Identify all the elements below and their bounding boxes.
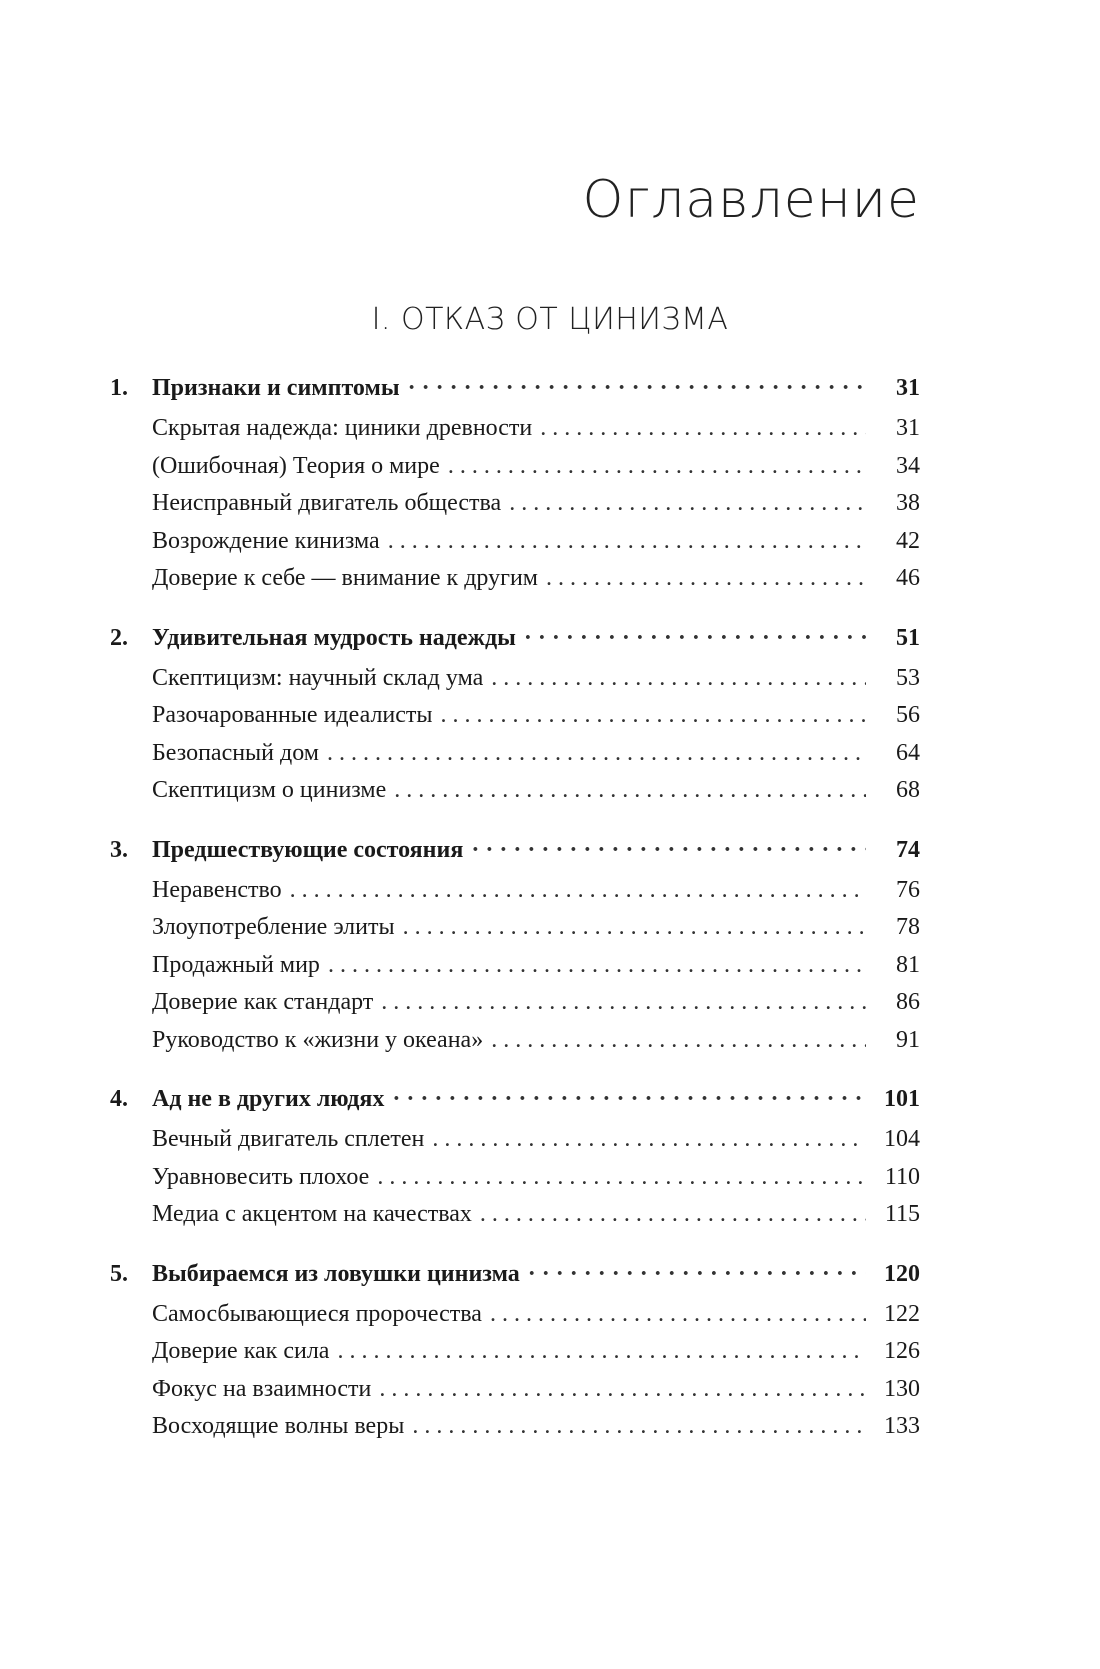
dot-leader (328, 952, 866, 979)
section-title: Восходящие волны веры (152, 1413, 405, 1439)
section-page-number: 81 (896, 951, 920, 978)
toc-chapter (110, 625, 920, 815)
dot-leader (290, 877, 866, 904)
section-page-number: 110 (884, 1163, 920, 1190)
dot-leader (379, 1376, 866, 1403)
toc-section-row[interactable] (110, 1413, 920, 1451)
section-title: Уравновесить плохое (152, 1163, 370, 1190)
section-page-number: 115 (884, 1201, 920, 1227)
dot-leader (480, 1201, 866, 1228)
chapter-number: 5. (110, 1260, 128, 1287)
dot-leader (432, 1126, 866, 1153)
dot-leader (327, 740, 866, 767)
toc-chapter (110, 375, 920, 603)
chapter-title: Признаки и симптомы (152, 375, 400, 401)
dot-leader (408, 375, 866, 402)
page-title: Оглавление (582, 170, 920, 230)
toc-section-row[interactable] (110, 877, 920, 915)
toc-section-row[interactable] (110, 740, 920, 778)
dot-leader (490, 1301, 866, 1328)
chapter-title: Предшествующие состояния (152, 836, 464, 863)
toc-section-row[interactable] (110, 490, 920, 528)
toc-section-row[interactable] (110, 1376, 920, 1414)
section-title: Доверие как сила (152, 1338, 330, 1364)
chapter-page-number: 120 (884, 1260, 920, 1287)
dot-leader (392, 1086, 866, 1113)
section-title: Скрытая надежда: циники древности (152, 415, 533, 441)
section-page-number: 46 (896, 565, 920, 591)
section-title: Разочарованные идеалисты (152, 702, 433, 728)
toc-section-row[interactable] (110, 528, 920, 566)
toc-chapter (110, 1261, 920, 1451)
section-page-number: 56 (896, 702, 920, 728)
toc-section-row[interactable] (110, 1301, 920, 1339)
section-page-number: 133 (884, 1413, 920, 1439)
toc-section-row[interactable] (110, 952, 920, 990)
dot-leader (524, 625, 866, 652)
toc-chapter-row[interactable] (110, 1086, 920, 1126)
section-title: Скептицизм: научный склад ума (152, 664, 484, 691)
dot-leader (540, 415, 866, 442)
toc-section-row[interactable] (110, 1201, 920, 1239)
dot-leader (441, 702, 866, 729)
toc-chapter-row[interactable] (110, 837, 920, 877)
toc-section-row[interactable] (110, 702, 920, 740)
section-page-number: 34 (896, 452, 920, 479)
toc-chapter-row[interactable] (110, 375, 920, 415)
dot-leader (546, 565, 866, 592)
section-page-number: 86 (896, 989, 920, 1015)
section-page-number: 68 (896, 777, 920, 803)
section-title: (Ошибочная) Теория о мире (152, 452, 440, 479)
chapter-page-number: 74 (896, 836, 920, 863)
section-page-number: 64 (896, 739, 920, 766)
dot-leader (381, 989, 866, 1016)
dot-leader (412, 1413, 866, 1440)
section-title: Фокус на взаимности (152, 1375, 372, 1402)
toc-section-row[interactable] (110, 989, 920, 1027)
section-page-number: 76 (896, 876, 920, 903)
section-title: Скептицизм о цинизме (152, 777, 387, 803)
section-page-number: 42 (896, 527, 920, 554)
toc-chapter-row[interactable] (110, 1261, 920, 1301)
section-title: Возрождение кинизма (152, 527, 380, 554)
section-page-number: 31 (896, 415, 920, 441)
dot-leader (377, 1164, 866, 1191)
chapter-number: 1. (110, 375, 128, 401)
toc-section-row[interactable] (110, 914, 920, 952)
section-page-number: 130 (884, 1375, 920, 1402)
section-page-number: 104 (884, 1126, 920, 1152)
section-title: Доверие к себе — внимание к другим (152, 565, 538, 591)
dot-leader (448, 453, 866, 480)
chapter-page-number: 51 (896, 624, 920, 651)
table-of-contents (110, 375, 920, 1473)
dot-leader (337, 1338, 866, 1365)
dot-leader (394, 777, 866, 804)
dot-leader (403, 914, 866, 941)
dot-leader (471, 837, 866, 864)
dot-leader (491, 665, 866, 692)
chapter-title: Ад не в других людях (152, 1086, 385, 1112)
dot-leader (491, 1027, 866, 1054)
chapter-title: Выбираемся из ловушки цинизма (152, 1260, 520, 1287)
section-page-number: 122 (884, 1300, 920, 1327)
section-title: Доверие как стандарт (152, 989, 374, 1015)
section-title: Медиа с акцентом на качествах (152, 1201, 472, 1227)
toc-section-row[interactable] (110, 1027, 920, 1065)
chapter-number: 2. (110, 624, 128, 651)
section-page-number: 126 (884, 1338, 920, 1364)
toc-section-row[interactable] (110, 415, 920, 453)
toc-chapter (110, 1086, 920, 1239)
dot-leader (509, 490, 866, 517)
toc-section-row[interactable] (110, 1338, 920, 1376)
toc-chapter-row[interactable] (110, 625, 920, 665)
part-title: I. ОТКАЗ ОТ ЦИНИЗМА (371, 302, 729, 337)
section-title: Неравенство (152, 876, 282, 903)
section-title: Безопасный дом (152, 739, 319, 766)
section-title: Самосбывающиеся пророчества (152, 1300, 482, 1327)
dot-leader (528, 1261, 866, 1288)
section-title: Руководство к «жизни у океана» (152, 1026, 484, 1053)
section-title: Злоупотребление элиты (152, 914, 395, 940)
chapter-page-number: 31 (896, 375, 920, 401)
section-title: Вечный двигатель сплетен (152, 1126, 425, 1152)
toc-chapter (110, 837, 920, 1065)
toc-section-row[interactable] (110, 1126, 920, 1164)
chapter-number: 4. (110, 1086, 128, 1112)
chapter-title: Удивительная мудрость надежды (152, 624, 516, 651)
toc-section-row[interactable] (110, 1164, 920, 1202)
toc-section-row[interactable] (110, 665, 920, 703)
section-page-number: 78 (896, 914, 920, 940)
toc-section-row[interactable] (110, 777, 920, 815)
toc-section-row[interactable] (110, 453, 920, 491)
section-title: Продажный мир (152, 951, 320, 978)
toc-section-row[interactable] (110, 565, 920, 603)
section-page-number: 38 (896, 490, 920, 516)
section-page-number: 91 (896, 1026, 920, 1053)
chapter-number: 3. (110, 836, 128, 863)
chapter-page-number: 101 (884, 1086, 920, 1112)
section-page-number: 53 (896, 664, 920, 691)
section-title: Неисправный двигатель общества (152, 490, 502, 516)
dot-leader (388, 528, 866, 555)
